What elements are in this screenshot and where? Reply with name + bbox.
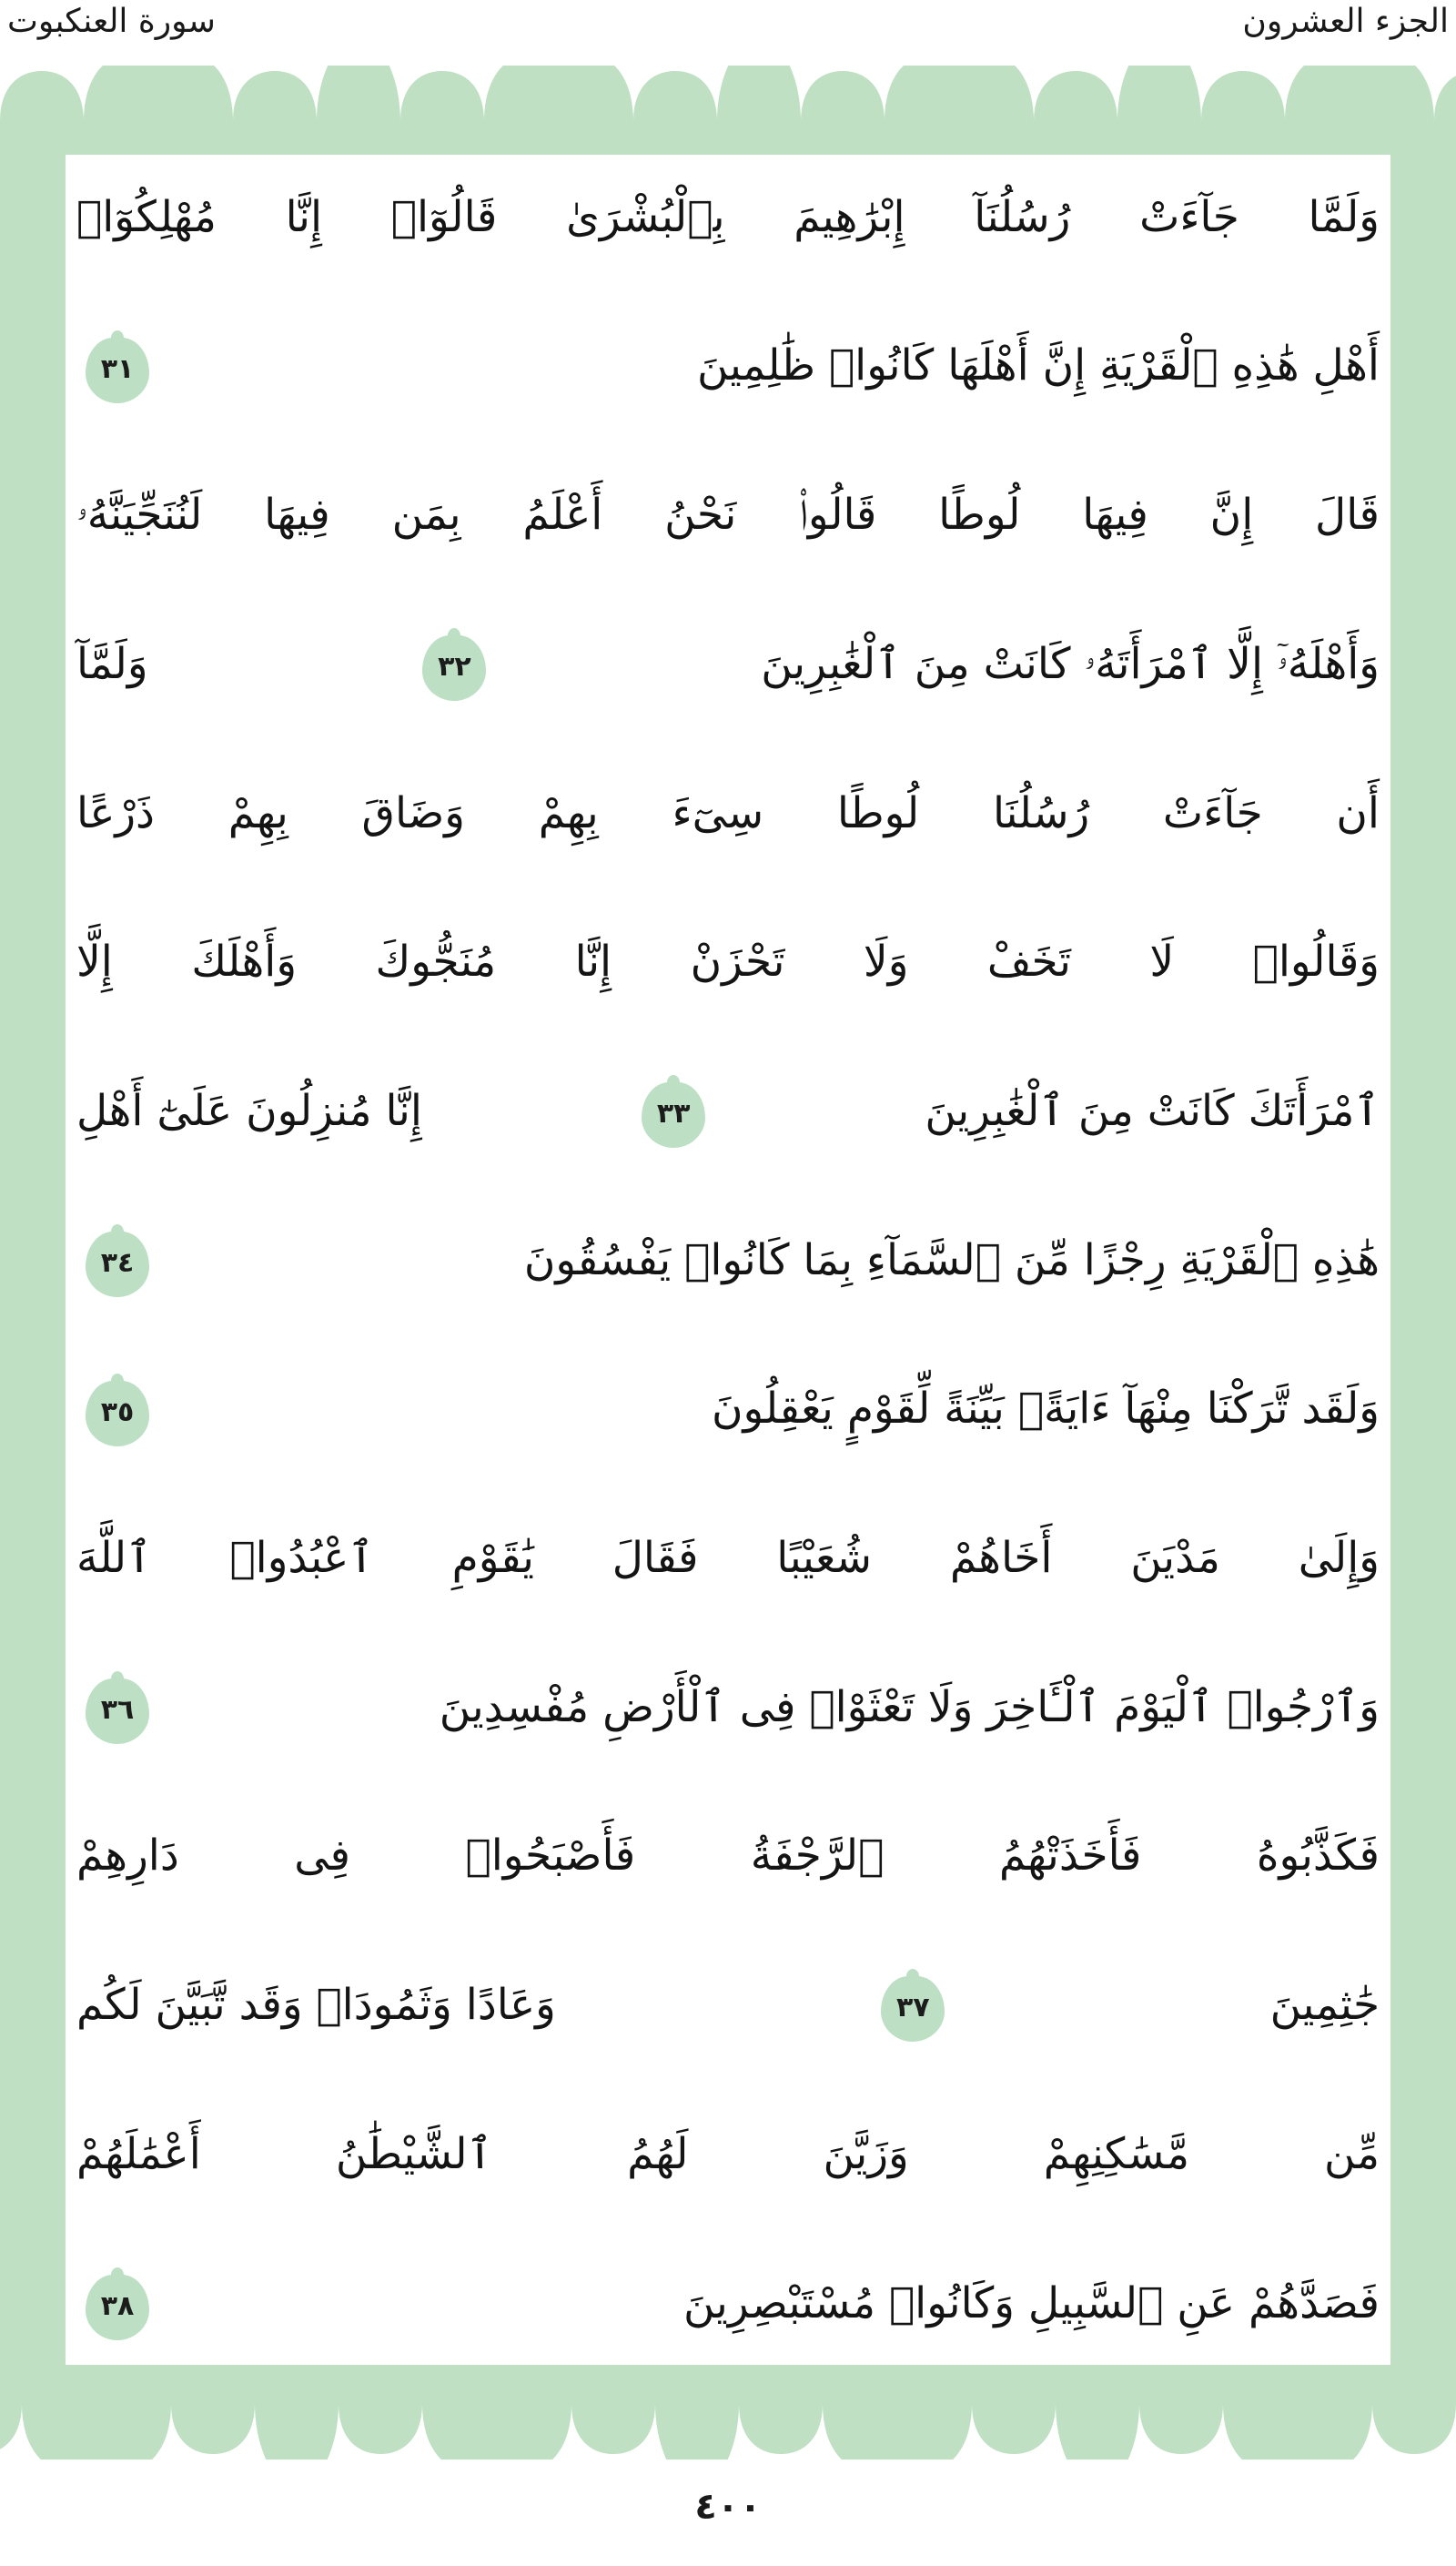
ayah-text: وَٱرْجُوا۟ ٱلْيَوْمَ ٱلْـَٔاخِرَ وَلَا تَعْثَوْا۟ فِى ٱلْأَرْضِ مُفْسِدِينَ <box>439 1681 1380 1732</box>
ayah-text: مِّن مَّسَٰكِنِهِمْ وَزَيَّنَ لَهُمُ ٱلشَّيْطَٰنُ أَعْمَٰلَهُمْ <box>76 2128 1380 2179</box>
ayah-number: ٣٦ <box>100 1694 135 1727</box>
juz-name-label: الجزء العشرون <box>1242 3 1449 40</box>
ayah-number: ٣٣ <box>656 1098 691 1131</box>
page-header <box>0 0 1456 56</box>
ayah-text: وَأَهْلَهُۥٓ إِلَّا ٱمْرَأَتَهُۥ كَانَتْ مِنَ ٱلْغَٰبِرِينَ <box>761 638 1380 689</box>
ayah-text-tail: وَلَمَّآ <box>76 638 148 689</box>
ayah-line <box>71 1952 1385 2059</box>
ayah-number-marker[interactable] <box>82 1222 153 1300</box>
ayah-line <box>71 2101 1385 2208</box>
ayah-line <box>71 313 1385 421</box>
ayah-text-tail: وَعَادًا وَثَمُودَا۟ وَقَد تَّبَيَّنَ لَكُم <box>76 1980 556 2031</box>
ayah-line <box>71 164 1385 271</box>
ayah-text: جَٰثِمِينَ <box>1269 1980 1380 2031</box>
quran-text-block <box>71 164 1385 2358</box>
ayah-line <box>71 1058 1385 1165</box>
ayah-text: وَإِلَىٰ مَدْيَنَ أَخَاهُمْ شُعَيْبًا فَقَالَ يَٰقَوْمِ ٱعْبُدُوا۟ ٱللَّهَ <box>76 1533 1380 1584</box>
ayah-number-marker[interactable] <box>638 1072 709 1151</box>
ayah-text: وَلَقَد تَّرَكْنَا مِنْهَآ ءَايَةًۢ بَيِّنَةً لِّقَوْمٍ يَعْقِلُونَ <box>712 1384 1380 1435</box>
ayah-number-marker[interactable] <box>82 1371 153 1449</box>
ayah-line <box>71 909 1385 1017</box>
ayah-number: ٣٤ <box>100 1246 135 1279</box>
surah-name-label: سورة العنكبوت <box>7 3 216 40</box>
page-number: ٤٠٠ <box>694 2486 762 2528</box>
ayah-line <box>71 1505 1385 1612</box>
ayah-number-marker[interactable] <box>877 1966 948 2044</box>
ayah-number-marker[interactable] <box>82 2265 153 2343</box>
bottom-scallops <box>0 2401 1456 2460</box>
ayah-number-marker[interactable] <box>82 328 153 406</box>
ayah-text: هَٰذِهِ ٱلْقَرْيَةِ رِجْزًا مِّنَ ٱلسَّمَآءِ بِمَا كَانُوا۟ يَفْسُقُونَ <box>523 1234 1380 1285</box>
ayah-text: وَقَالُوا۟ لَا تَخَفْ وَلَا تَحْزَنْ إِنَّا مُنَجُّوكَ وَأَهْلَكَ إِلَّا <box>76 937 1380 988</box>
ayah-line <box>71 611 1385 718</box>
top-scallops <box>0 66 1456 124</box>
ayah-line <box>71 1654 1385 1761</box>
ayah-text-tail: إِنَّا مُنزِلُونَ عَلَىٰٓ أَهْلِ <box>76 1085 422 1136</box>
ayah-line <box>71 2250 1385 2358</box>
ayah-number: ٣٧ <box>895 1992 930 2024</box>
ayah-number: ٣٨ <box>100 2289 135 2322</box>
ayah-line <box>71 461 1385 569</box>
ayah-line <box>71 1803 1385 1911</box>
ayah-line <box>71 760 1385 867</box>
page-footer <box>0 2486 1456 2528</box>
ayah-text: ٱمْرَأَتَكَ كَانَتْ مِنَ ٱلْغَٰبِرِينَ <box>925 1085 1380 1136</box>
ayah-number-marker[interactable] <box>419 625 490 704</box>
ayah-text: أَن جَآءَتْ رُسُلُنَا لُوطًا سِىٓءَ بِهِمْ وَضَاقَ بِهِمْ ذَرْعًا <box>76 787 1380 838</box>
ayah-number-marker[interactable] <box>82 1668 153 1747</box>
ayah-text: فَصَدَّهُمْ عَنِ ٱلسَّبِيلِ وَكَانُوا۟ مُسْتَبْصِرِينَ <box>683 2277 1380 2328</box>
ayah-line <box>71 1207 1385 1314</box>
ayah-text: قَالَ إِنَّ فِيهَا لُوطًا قَالُوا۟ نَحْنُ أَعْلَمُ بِمَن فِيهَا لَنُنَجِّيَنَّهُۥ <box>76 490 1380 541</box>
ayah-text: أَهْلِ هَٰذِهِ ٱلْقَرْيَةِ إِنَّ أَهْلَهَا كَانُوا۟ ظَٰلِمِينَ <box>696 340 1380 391</box>
ayah-text: وَلَمَّا جَآءَتْ رُسُلُنَآ إِبْرَٰهِيمَ بِٱلْبُشْرَىٰ قَالُوٓا۟ إِنَّا مُهْلِكُوٓا۟ <box>76 191 1380 242</box>
ayah-line <box>71 1356 1385 1464</box>
ayah-text: فَكَذَّبُوهُ فَأَخَذَتْهُمُ ٱلرَّجْفَةُ فَأَصْبَحُوا۟ فِى دَارِهِمْ <box>76 1831 1380 1881</box>
ayah-number: ٣٢ <box>438 651 471 684</box>
ayah-number: ٣١ <box>100 352 135 385</box>
ayah-number: ٣٥ <box>100 1395 135 1428</box>
